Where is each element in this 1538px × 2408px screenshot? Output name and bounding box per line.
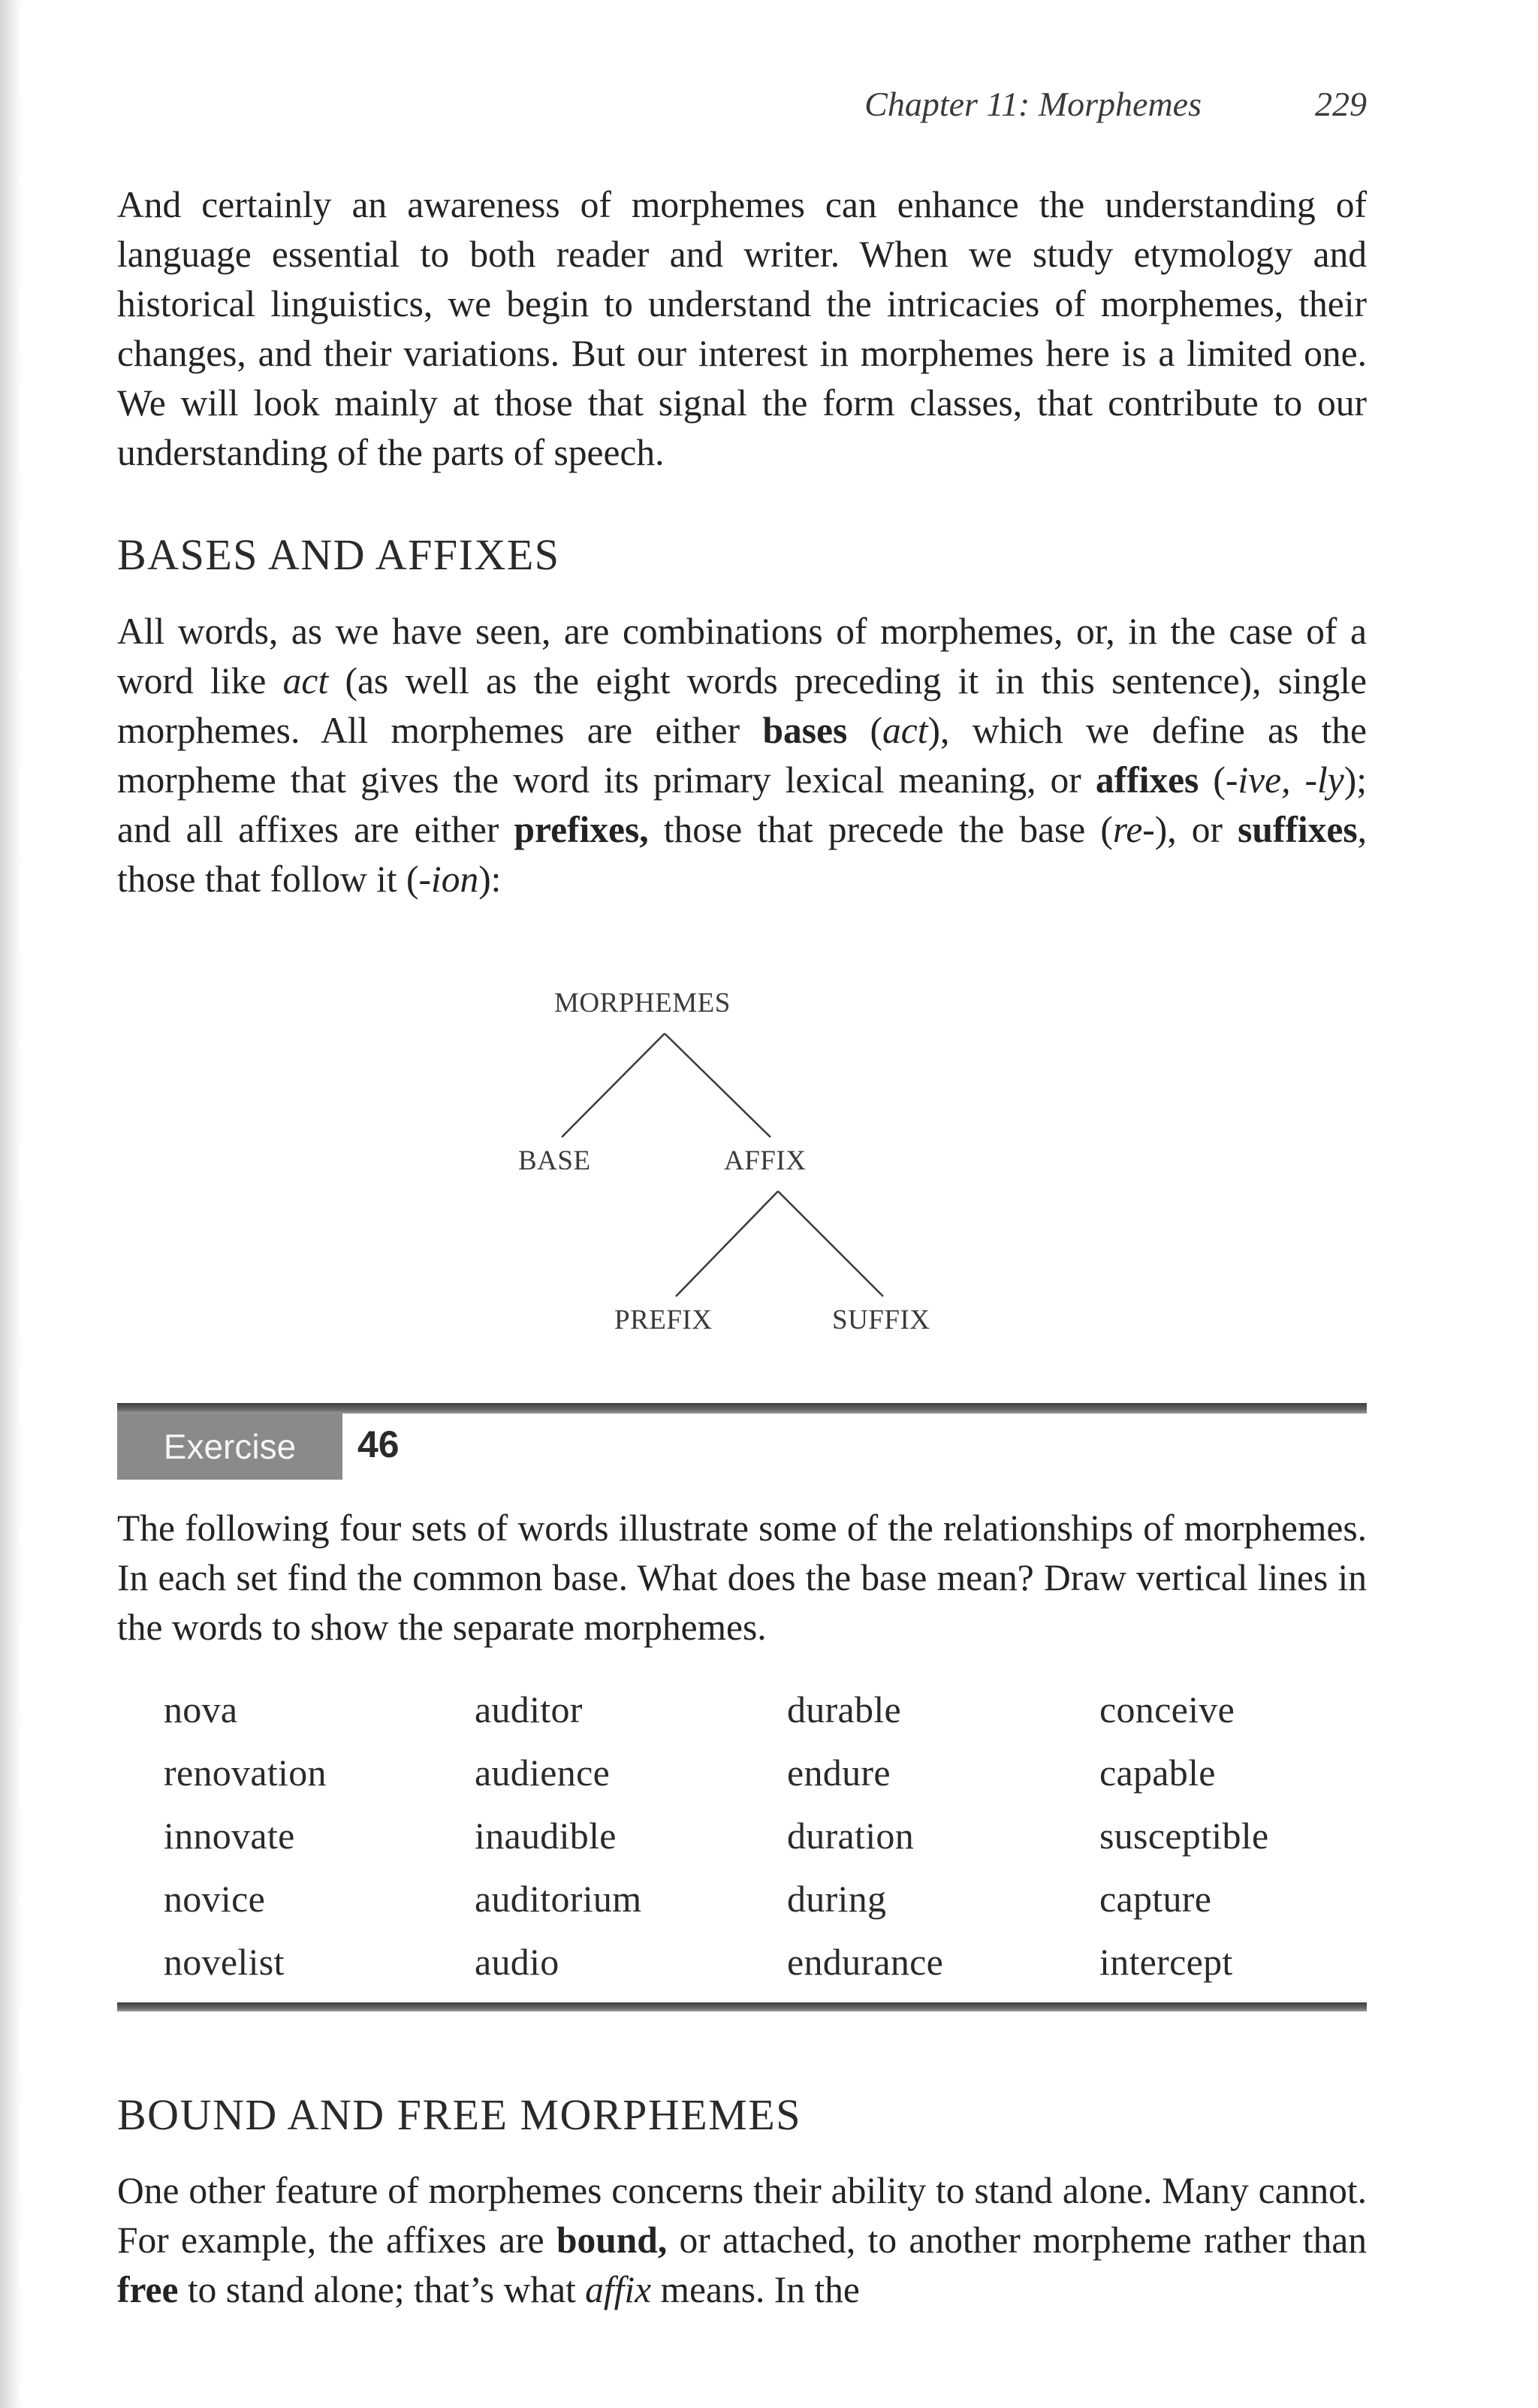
term-prefixes: prefixes,: [514, 809, 649, 850]
term-free: free: [117, 2269, 179, 2310]
word-item: duration: [787, 1815, 915, 1857]
page-number: 229: [1315, 85, 1367, 123]
bound-free-paragraph: [117, 2166, 1367, 2315]
tree-node-base: BASE: [518, 1145, 591, 1176]
word-item: auditor: [475, 1688, 583, 1731]
term-bound: bound,: [556, 2219, 668, 2261]
section-heading-bound-and-free: BOUND AND FREE MORPHEMES: [117, 2090, 801, 2139]
text-span: (: [847, 710, 883, 751]
example-prefix: re-: [1112, 809, 1155, 850]
word-item: audio: [475, 1941, 559, 1983]
exercise-bottom-rule: [117, 2002, 1367, 2011]
exercise-top-rule: [117, 1403, 1367, 1414]
text-span: , those that follow it (: [117, 809, 1367, 900]
text-span: means. In the: [651, 2269, 860, 2310]
word-item: endure: [787, 1752, 891, 1794]
intro-paragraph: And certainly an awareness of morphemes can enhance the understanding of language essential to both reader and writer. When we study etymology and historical linguistics, we begin to understand the intricacies of morphemes, their changes, and their variations. But our interest in morphemes here is a limited one. We will look mainly at those that signal the form classes, that contribute to our understanding of the parts of speech.: [117, 184, 1367, 473]
word-item: conceive: [1099, 1688, 1235, 1731]
example-affixes: -ive, -ly: [1225, 759, 1344, 801]
text-span: One other feature of morphemes concerns their ability to stand alone. Many cannot. For example, the affixes are: [117, 2170, 1367, 2261]
tree-line-root-affix: [665, 1034, 771, 1137]
word-item: nova: [164, 1688, 238, 1731]
text-span: (as well as the eight words preceding it in this sentence), single morphemes. All morphemes are either: [117, 660, 1367, 751]
word-item: inaudible: [475, 1815, 617, 1857]
section-heading-bases-and-affixes: BASES AND AFFIXES: [117, 530, 560, 579]
text-span: ), or: [1154, 809, 1238, 850]
tree-node-affix: AFFIX: [724, 1145, 807, 1176]
example-word-act: act: [882, 710, 928, 751]
chapter-title: Chapter 11: Morphemes: [864, 85, 1202, 123]
word-item: novice: [164, 1878, 266, 1920]
word-item: capture: [1099, 1878, 1212, 1920]
word-column-4: [1099, 1678, 1268, 1993]
word-item: endurance: [787, 1941, 944, 1983]
text-span: ), which we define as the morpheme that gives the word its primary lexical meaning, or: [117, 710, 1368, 801]
word-column-2: [475, 1678, 641, 1993]
text-span: All words, as we have seen, are combinations of morphemes, or, in the case of a word like: [117, 611, 1367, 702]
word-item: auditorium: [475, 1878, 642, 1920]
tree-line-affix-suffix: [778, 1191, 883, 1296]
word-item: renovation: [164, 1752, 327, 1794]
exercise-instructions: The following four sets of words illustrate some of the relationships of morphemes. In each set find the common base. What does the base mean? Draw vertical lines in the words to show the separate morphemes.: [117, 1507, 1367, 1648]
word-item: novelist: [164, 1941, 285, 1983]
text-span: ); and all affixes are either: [117, 759, 1367, 850]
term-suffixes: suffixes: [1238, 809, 1358, 850]
exercise-badge: Exercise: [117, 1414, 342, 1480]
tree-node-morphemes: MORPHEMES: [554, 988, 731, 1018]
text-span: those that precede the base (: [648, 809, 1113, 850]
word-item: susceptible: [1099, 1815, 1269, 1857]
word-column-1: [164, 1678, 327, 1993]
word-column-3: [787, 1678, 943, 1993]
word-item: innovate: [164, 1815, 295, 1857]
tree-node-suffix: SUFFIX: [832, 1305, 930, 1335]
exercise-number: 46: [357, 1423, 400, 1465]
term-bases: bases: [762, 710, 848, 751]
tree-node-prefix: PREFIX: [614, 1305, 713, 1335]
tree-line-affix-prefix: [676, 1191, 778, 1296]
term-affixes: affixes: [1095, 759, 1199, 801]
example-suffix: -ion: [418, 858, 479, 900]
text-span: or attached, to another morpheme rather than: [667, 2219, 1367, 2261]
text-span: to stand alone; that’s what: [178, 2269, 586, 2310]
text-span: (: [1199, 759, 1226, 801]
word-item: during: [787, 1878, 887, 1920]
example-word-act: act: [282, 660, 329, 702]
tree-line-root-base: [562, 1034, 665, 1137]
word-item: capable: [1099, 1752, 1216, 1794]
word-item: intercept: [1099, 1941, 1233, 1983]
example-word-affix: affix: [585, 2269, 652, 2310]
word-item: audience: [475, 1752, 611, 1794]
word-item: durable: [787, 1688, 902, 1731]
text-span: ):: [478, 858, 502, 900]
